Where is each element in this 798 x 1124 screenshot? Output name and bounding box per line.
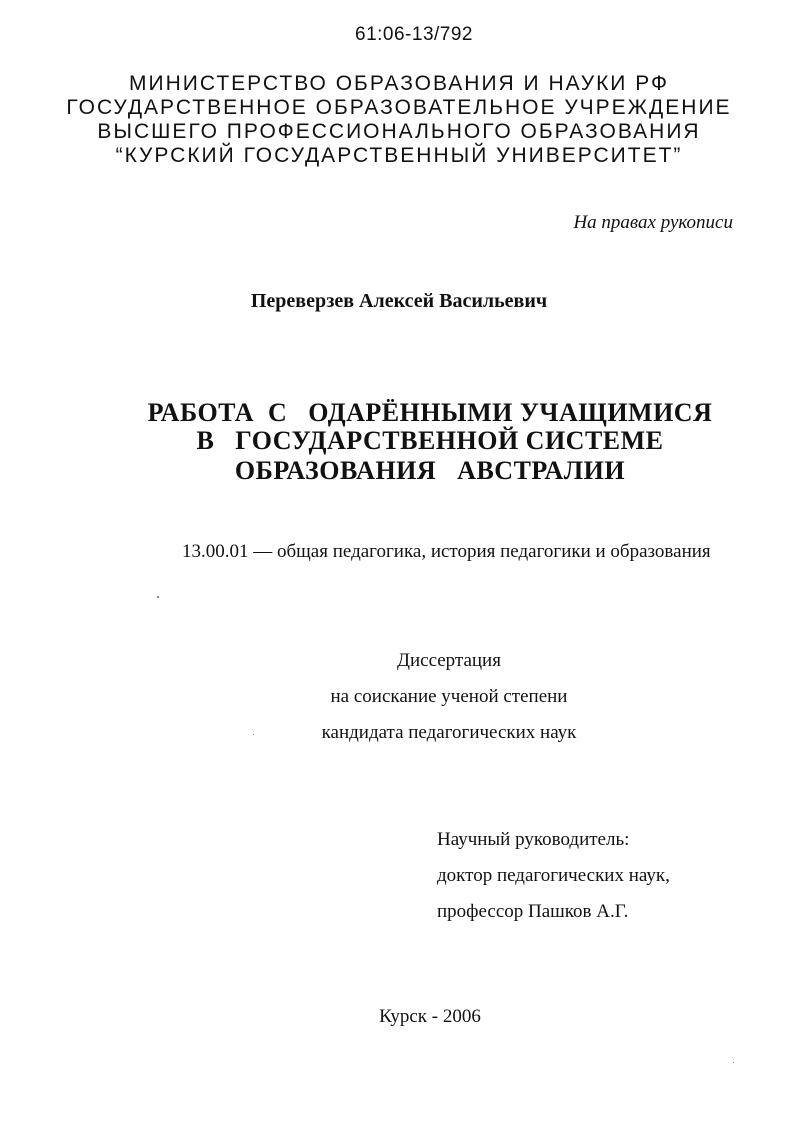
institution-type-line: ГОСУДАРСТВЕННОЕ ОБРАЗОВАТЕЛЬНОЕ УЧРЕЖДЕНИЕ bbox=[66, 96, 732, 119]
archive-code: 61:06-13/792 bbox=[355, 24, 473, 45]
scan-speck bbox=[157, 596, 159, 598]
manuscript-note: На правах рукописи bbox=[573, 212, 733, 233]
scan-speck bbox=[733, 1062, 734, 1063]
city-year: Курск - 2006 bbox=[379, 1006, 481, 1027]
dissertation-label: Диссертация bbox=[397, 650, 501, 671]
degree-line: на соискание ученой степени bbox=[330, 686, 568, 707]
specialty-code: 13.00.01 — общая педагогика, история педагогики и образования bbox=[182, 541, 711, 562]
supervisor-name: профессор Пашков А.Г. bbox=[437, 901, 629, 922]
author-name: Переверзев Алексей Васильевич bbox=[250, 290, 548, 312]
thesis-title-line-1: РАБОТА С ОДАРЁННЫМИ УЧАЩИМИСЯ bbox=[147, 398, 713, 427]
institution-level-line: ВЫСШЕГО ПРОФЕССИОНАЛЬНОГО ОБРАЗОВАНИЯ bbox=[97, 120, 701, 143]
university-name: “КУРСКИЙ ГОСУДАРСТВЕННЫЙ УНИВЕРСИТЕТ” bbox=[115, 144, 683, 167]
degree-field: кандидата педагогических наук bbox=[321, 722, 577, 743]
ministry-line: МИНИСТЕРСТВО ОБРАЗОВАНИЯ И НАУКИ РФ bbox=[129, 72, 669, 95]
supervisor-degree: доктор педагогических наук, bbox=[437, 865, 670, 886]
scan-speck bbox=[253, 734, 254, 735]
thesis-title-line-2: В ГОСУДАРСТВЕННОЙ СИСТЕМЕ bbox=[196, 426, 664, 455]
supervisor-label: Научный руководитель: bbox=[437, 829, 630, 850]
thesis-title-line-3: ОБРАЗОВАНИЯ АВСТРАЛИИ bbox=[234, 456, 626, 485]
